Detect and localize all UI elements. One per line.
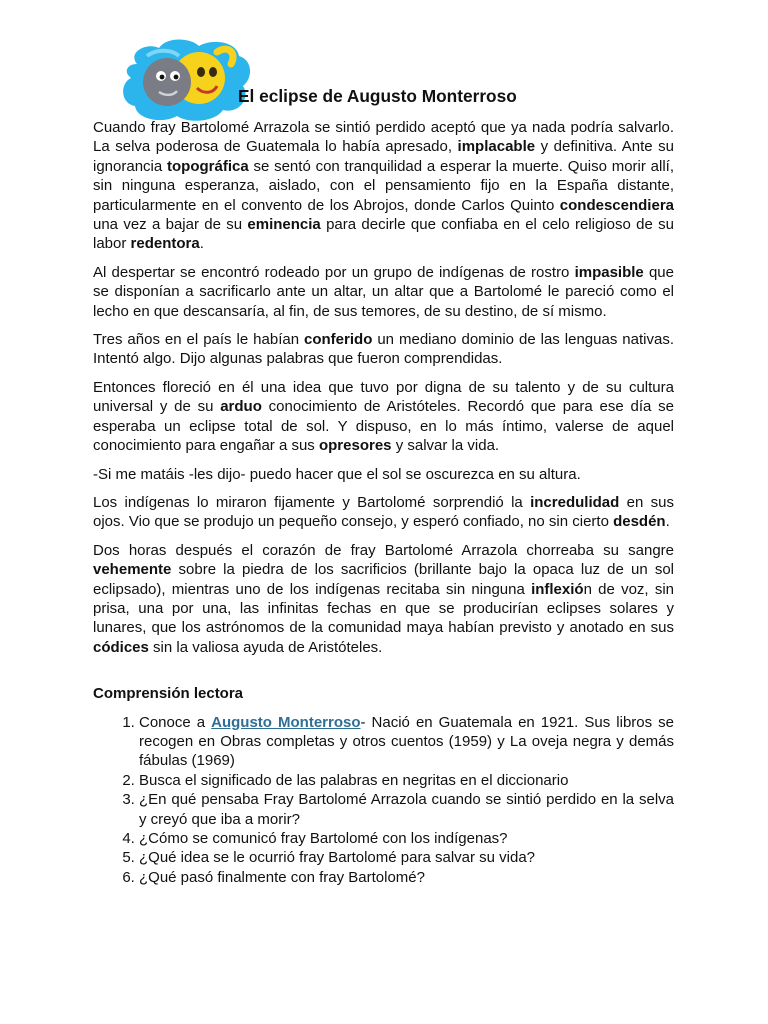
story-paragraphs: [93, 118, 674, 657]
text-run: un mediano dominio de las lenguas nativas. Intentó algo. Dijo algunas palabras que fueron comprendidas.: [93, 331, 674, 368]
text-run: sobre la piedra de los sacrificios (brillante bajo la opaca luz de un sol eclipsado), mientras uno de los indígenas recitaba sin ninguna: [93, 561, 674, 598]
bold-keyword: códices: [93, 638, 149, 656]
page-title: El eclipse de Augusto Monterroso: [238, 86, 517, 106]
text-run: en sus ojos. Vio que se produjo un pequeño consejo, y esperó confiado, no sin cierto: [93, 493, 674, 531]
author-link[interactable]: Augusto Monterroso: [211, 713, 361, 731]
text-run: Tres años en el país le habían: [93, 331, 305, 349]
bold-keyword: opresores: [318, 437, 392, 455]
eclipse-logo: [117, 34, 255, 124]
text-run: Al despertar se encontró rodeado por un grupo de indígenas de rostro: [93, 263, 575, 281]
bold-keyword: inflexió: [531, 580, 584, 598]
bold-keyword: implacable: [457, 138, 536, 156]
bold-keyword: condescendiera: [559, 196, 674, 214]
bold-keyword: arduo: [220, 398, 262, 416]
text-run: -Si me matáis -les dijo- puedo hacer que el sol se oscurezca en su altura.: [93, 465, 581, 483]
question-item: 1. Conoce a Augusto Monterroso- Nació en Guatemala en 1921. Sus libros se recogen en Obras completas y otros cuentos (1959) y La oveja negra y demás fábulas (1969): [139, 713, 674, 771]
text-run: sin la valiosa ayuda de Aristóteles.: [148, 638, 383, 656]
bold-keyword: impasible: [574, 263, 644, 281]
bold-keyword: redentora: [130, 235, 200, 253]
story-paragraph: [93, 330, 674, 369]
bold-keyword: conferido: [304, 331, 373, 349]
bold-keyword: eminencia: [247, 216, 321, 234]
story-paragraph: [93, 378, 674, 456]
bold-keyword: incredulidad: [530, 493, 620, 511]
story-paragraph: [93, 465, 674, 484]
text-run: que se disponían a sacrificarlo ante un altar, un altar que a Bartolomé le pareció como el lecho en que descansaría, al fin, de sus temores, de su destino, de sí mismo.: [93, 263, 674, 320]
text-run: conocimiento de Aristóteles. Recordó que para ese día se esperaba un eclipse total de sol. Y dispuso, en lo más íntimo, valerse de aquel conocimiento para engañar a sus: [93, 398, 674, 455]
bold-keyword: vehemente: [93, 561, 172, 579]
story-paragraph: [93, 493, 674, 532]
text-run: y definitiva. Ante su ignorancia: [93, 138, 674, 175]
text-run: .: [665, 513, 670, 531]
question-item: 6. ¿Qué pasó finalmente con fray Bartolomé?: [139, 868, 674, 887]
text-run: Dos horas después el corazón de fray Bartolomé Arrazola chorreaba su sangre: [93, 541, 674, 559]
story-paragraph: [93, 263, 674, 321]
text-run: una vez a bajar de su: [93, 216, 248, 234]
questions-list: [93, 713, 674, 888]
text-run: Entonces floreció en él una idea que tuvo por digna de su talento y de su cultura universal y de su: [93, 378, 674, 416]
moon-face-icon: [143, 58, 191, 106]
question-item: 4. ¿Cómo se comunicó fray Bartolomé con los indígenas?: [139, 829, 674, 848]
story-paragraph: [93, 541, 674, 657]
text-run: Cuando fray Bartolomé Arrazola se sintió perdido aceptó que ya nada podría salvarlo. La selva poderosa de Guatemala lo había apresado,: [93, 119, 674, 156]
bold-keyword: desdén: [613, 513, 666, 531]
story-paragraph: [93, 118, 674, 254]
question-item: 5. ¿Qué idea se le ocurrió fray Bartolomé para salvar su vida?: [139, 848, 674, 867]
question-item: 3. ¿En qué pensaba Fray Bartolomé Arrazola cuando se sintió perdido en la selva y creyó que iba a morir?: [139, 790, 674, 829]
text-run: para decirle que confiaba en el celo religioso de su labor: [93, 216, 674, 253]
story-body: [93, 118, 674, 887]
section-heading: Comprensión lectora: [93, 685, 244, 703]
text-run: y salvar la vida.: [391, 437, 500, 455]
question-item: 2. Busca el significado de las palabras en negritas en el diccionario: [139, 771, 674, 790]
text-run: se sentó con tranquilidad a esperar la muerte. Quiso morir allí, sin ninguna esperanza, aislado, con el pensamiento fijo en la España distante, particularmente en el convento de los Abrojos, donde Carlos Quinto: [93, 157, 674, 214]
bold-keyword: topográfica: [167, 157, 249, 175]
text-run: n de voz, sin prisa, una por una, las infinitas fechas en que se producirían eclipses solares y lunares, que los astrónomos de la comunidad maya habían previsto y anotado en sus: [93, 580, 674, 637]
text-run: .: [199, 235, 204, 253]
text-run: Los indígenas lo miraron fijamente y Bartolomé sorprendió la: [93, 493, 531, 511]
